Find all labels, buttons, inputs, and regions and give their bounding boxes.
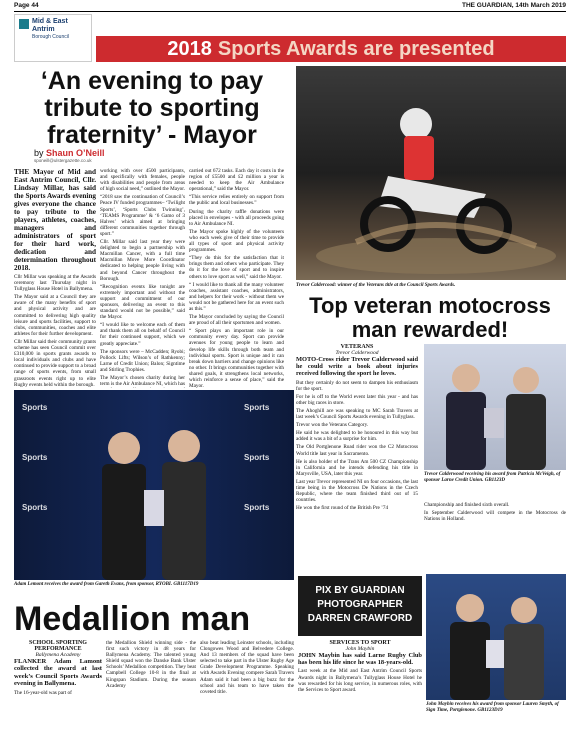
paragraph: working with over 4500 participants, and specifically with females, people with disabilities and people from areas of high social need,” outlined the Mayor. [100,168,185,193]
paragraph: “ I would like to thank all the many volunteer coaches, assistant coaches, administrators, and helpers for their work - without them we would not be gathered here for an event such as this.” [189,281,284,312]
paragraph: The Ahoghill ace was speaking to MC Sarah Travers at last week’s Council Sports Awards evening in Tullyglass. [296,407,418,421]
paragraph: “They do this for the satisfaction that it brings them and others who participate. They do it for the love of sport and to inspire others to love sport as well,” said the Mayor. [189,255,284,280]
photographer-credit-box [298,576,422,636]
pix-line3: DARREN CRAWFORD [307,613,413,624]
paragraph: “I would like to welcome each of them and thank them all on behalf of Council for their continued support, which we greatly appreciate.” [100,322,185,347]
paragraph: Last week at the Mid and East Antrim Council Sports Awards night in Ballymena’s Tullyglass House Hotel he was rewarded for his long service, in numerous roles, with the Services to Sport award. [298,668,422,693]
pix-line1: PIX BY GUARDIAN [315,585,405,596]
byline: by Shaun O’Neill [34,148,105,158]
motocross-photo [296,66,566,280]
medallion-column-1 [14,640,102,736]
services-photo-caption: John Maybin receives his award from sponsor Lauren Smyth, of Sign Time, Portglenone. GB1123D19 [426,702,559,713]
page-number: Page 44 [14,2,39,9]
motocross-headline: Top veteran motocross man rewarded! [309,293,551,342]
main-headline: ‘An evening to pay tribute to sporting fraternity’ - Mayor [40,67,264,149]
paragraph: For he is off to the World event later this year - and has other big races in store. [296,393,418,406]
paragraph: During the charity raffle donations were placed in envelopes - with all proceeds going to Air Ambulance NI. [189,208,284,227]
paragraph: the Medallion Shield winning side - the first such victory in 48 years for Ballymena Academy. The talented young Shield squad won the Danske Bank Ulster Schools’ Medallion competition. They beat Campbell College 10-8 in the final at Kingspan Stadium. During the season Academy [106,640,196,689]
services-lead: JOHN Maybin has said Larne Rugby Club has been his life since he was 18-years-old. [298,652,422,667]
paragraph: The Mayor spoke highly of the volunteers who each week give of their time to provide all types of sport and physical activity programmes. [189,228,284,254]
motocross-award-text [424,502,566,542]
paragraph: Last year Trevor represented NI on four occasions, the last time being in the Motocross De Nations in the Czech Republic, where the team finished third out of 15 countries. [296,478,418,504]
paragraph: He won the first round of the British Pre ’74 [296,505,389,512]
paragraph: Cllr Millar was speaking at the Awards ceremony last Thursday night in Tullyglass House Hotel in Ballymena. [14,274,96,293]
paragraph: But they certainly do not seem to dampen his enthusiasm for the sport. [296,379,418,392]
motocross-article [296,344,418,576]
motocross-photo-caption: Trevor Caldercood: winner of the Veterans title at the Council Sports Awards. [296,283,456,288]
svg-text:Sports: Sports [244,453,270,462]
svg-text:Sports: Sports [22,503,48,512]
paragraph: The Mayor said at a Council they are aware of the many benefits of sport and physical activity and are committed to delivering high quality leisure and sports facilities, support to clubs, communities, coaches and elite athletes for their further development. [14,294,96,337]
header-rule [14,11,566,12]
main-lead: THE Mayor of Mid and East Antrim Council, Cllr. Lindsay Millar, has said the Sports Awards evening gives everyone the chance to pay tribute to the players, athletes, coaches, managers and administrators of sport for their hard work, dedication and determination throughout 2018. [14,168,96,272]
paragraph: The Old Portglenone Road rider won the C2 Motocross World title last year in Sacramento. [296,444,418,457]
banner-year: 2018 [167,37,212,60]
svg-text:Sports: Sports [244,403,270,412]
banner-title: Sports Awards are presented [217,37,495,60]
motocross-kicker-sub: Trevor Calderwood [335,350,379,356]
medallion-photo [14,390,294,580]
medallion-column-2 [106,640,196,736]
services-kicker-sub: John Maybin [345,646,375,652]
paragraph: also beat leading Leinster schools, including Clongowes Wood and Belvedere College. And 13 members of the squad have been selected to take part in the Ulster Rugby Age Grade Development Programme. Speaking with Awards Evening compere Sarah Travers Adam said it had been a big buzz for the school and his team to have taken the coveted title. [200,640,294,695]
paragraph: “Recognition events like tonight are extremely important and without the support and commitment of our sponsors, delivering an event to this standard would not be possible,” said the Mayor. [100,283,185,321]
award-presentation-image [426,574,566,700]
paragraph: He is also holder of the Trans Am 500 CZ Championship in California and he intends defending his title in Marysville, USA, later this year. [296,458,418,477]
motocross-kicker: VETERANS [340,344,374,350]
paragraph: “2018 saw the continuation of Council’s Peace IV funded programmes– ‘Twilight Sports’, ‘Sports Clubs Twinning’, ‘TEAMS Programme’ & ‘6 Gamo of 3 Halves’ which aimed at bringing different communities together through sport.” [100,194,185,237]
council-logo-mark [19,19,29,29]
paragraph: The 16-year-old was part of [14,689,72,696]
logo-line3: Borough Council [32,34,69,40]
paragraph: The Mayor concluded by saying the Council are proud of all their sportsmen and women. [189,314,284,327]
main-column-2 [100,168,185,388]
paragraph: Championship and finished sixth overall. [424,502,510,508]
paper-date: THE GUARDIAN, 14th March 2019 [461,2,566,9]
section-banner [96,36,566,62]
svg-text:Sports: Sports [22,403,48,412]
award-presentation-image [424,344,566,470]
medallion-lead: FLANKER Adam Lamont collected the award at last week’s Council Sports Awards evening in Ballymena. [14,658,102,688]
paragraph: Cllr. Millar said last year they were delighted to begin a partnership with Macmillan Cancer, with a full time Macmillan Move More Coordinator dedicated to helping people living with and beyond Cancer throughout the Borough. [100,239,185,282]
motocross-award-caption: Trevor Calderwood receiving his award from Patricia McVeigh, of sponsor Larne Credit Union. GB1123D [424,472,561,483]
paragraph: Trevor won the Veterans Category. [296,422,369,429]
medallion-kicker: SCHOOL SPORTING PERFORMANCE [29,640,87,652]
paragraph: He said he was delighted to be honoured in this way but added it was a bit of a surprise for him. [296,430,418,443]
services-article [298,640,422,736]
paragraph: In September Calderwood will compete in the Motocross de Nations in Holland. [424,510,566,523]
logo-line1: Mid & East Antrim [32,18,68,33]
byline-email: sponeill@ulstergazette.co.uk [34,158,92,163]
motocross-award-photo [424,344,566,470]
svg-text:Sports: Sports [244,503,270,512]
services-kicker: SERVICES TO SPORT [329,640,391,646]
council-logo [14,14,92,62]
paragraph: “ Sport plays an important role in our community every day. Sport can provide avenues for young people to learn and develop life skills through both team and individual sports. Sport is unique and it can break down barriers and change opinions like no other. It brings communities together with shared goals, it strengthens local networks, which reinforce a sense of place,” said the Mayor. [189,328,284,388]
medallion-headline: Medallion man [14,600,251,638]
paragraph: Cllr Millar said their community grants scheme has seen Council commit over £310,000 in sports grants awards to local individuals and clubs and have continued to provide support to a broad range of sports events, from small grassroots events right up to elite Rugby events held within the borough. [14,338,96,388]
award-backdrop-image [14,390,294,580]
services-photo [426,574,566,700]
main-column-1 [14,168,96,388]
paragraph: carried out 672 tasks. Each day it costs in the region of £5500 and £2 million a year is needed to keep the Air Ambulance operational,” said the Mayor. [189,168,284,193]
medallion-photo-caption: Adam Lemont receives the award from Gareth Evans, from sponsor, RYOBI. GB1117D19 [14,582,199,587]
svg-text:Sports: Sports [22,453,48,462]
motocross-rider-image [296,66,566,280]
motocross-lead: MOTO-Cross rider Trevor Calderwood said he could write a book about injuries received following the sport he loves. [296,356,418,378]
paragraph: The Mayor’s chosen charity during her term is the Air Ambulance NI, which has [100,375,185,388]
medallion-column-3 [200,640,294,736]
pix-line2: PHOTOGRAPHER [317,599,403,610]
paragraph: “This service relies entirely on support from the public and local businesses.” [189,194,284,207]
medallion-kicker-sub: Ballymena Academy [35,652,81,658]
main-column-3 [189,168,284,388]
paragraph: The sponsors were – McCadden; Ryobi; Pollock Lifts; Wilson’s of Rathkenny; Larne of Credit Union; Balon; Signtime and Stirling Trophies. [100,348,185,373]
